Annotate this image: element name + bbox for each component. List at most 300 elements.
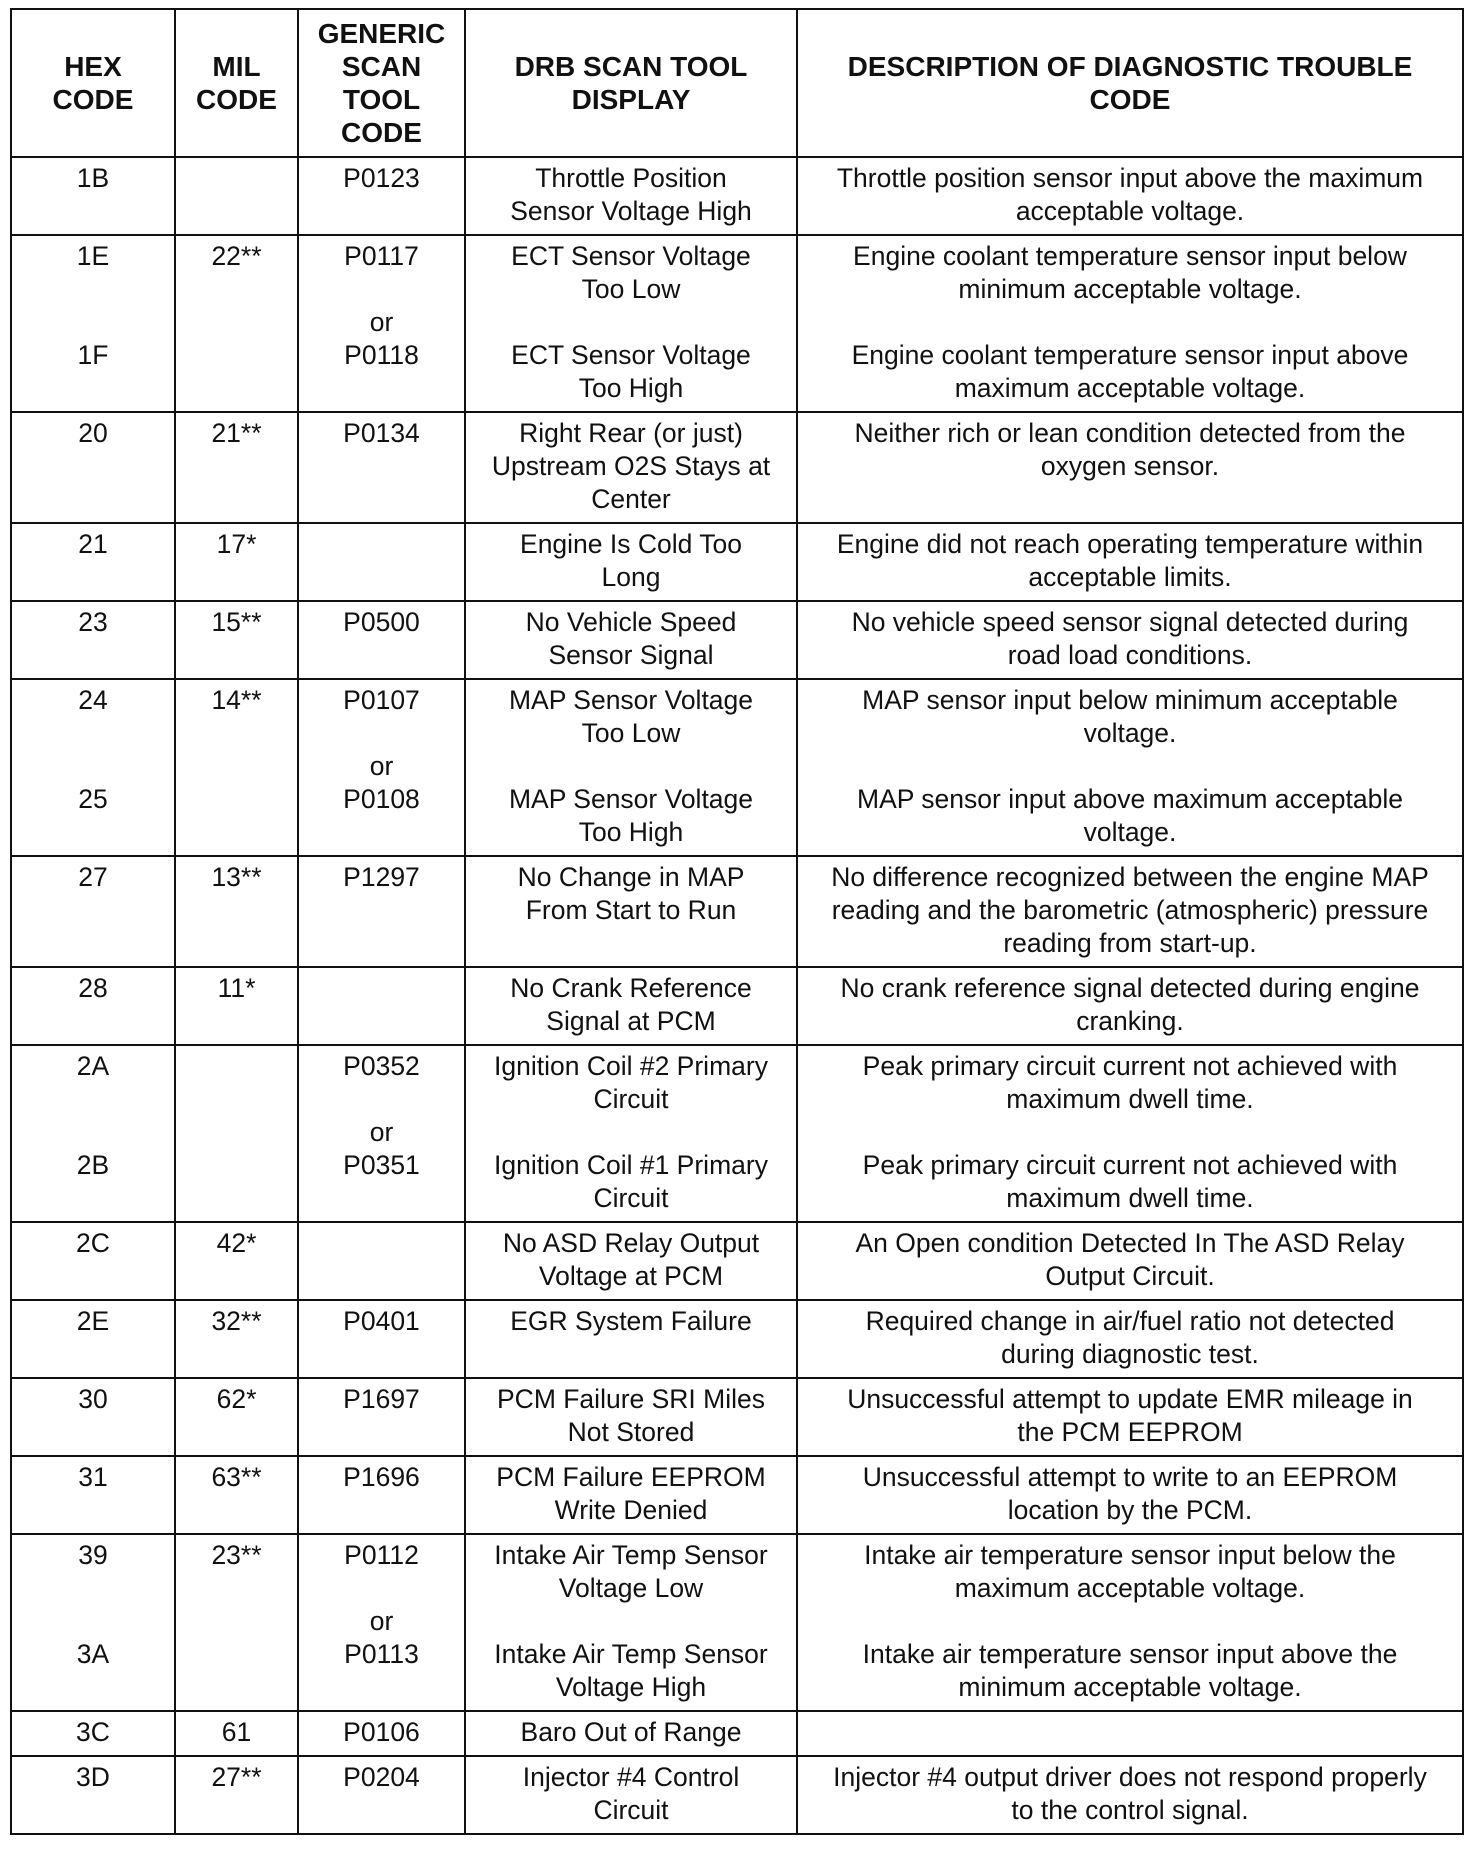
spacer <box>804 306 1456 339</box>
drb-display-cell <box>465 1222 797 1300</box>
spacer <box>305 972 458 1005</box>
drb-display-line: Circuit <box>593 1795 669 1825</box>
drb-cell-content <box>466 680 796 855</box>
hex-code-cell <box>11 235 175 412</box>
mil-cell-content <box>176 236 297 279</box>
mil-cell-content <box>176 1223 297 1266</box>
drb-display-line: No Crank Reference <box>510 973 752 1003</box>
drb-display-line: PCM Failure EEPROM <box>496 1462 766 1492</box>
spacer <box>305 528 458 561</box>
mil-cell-content <box>176 524 297 567</box>
mil-code-cell <box>175 1456 298 1534</box>
generic-code-cell <box>298 679 465 856</box>
or-label: or <box>369 1606 394 1636</box>
table-row <box>11 1045 1463 1222</box>
description-line: minimum acceptable voltage. <box>958 1672 1302 1702</box>
generic-scan-code: P0204 <box>343 1762 420 1792</box>
hex-cell-content <box>12 1301 174 1377</box>
drb-cell-content <box>466 413 796 522</box>
spacer <box>305 195 458 228</box>
dtc-table <box>10 8 1464 1835</box>
hex-cell-content <box>12 1712 174 1755</box>
table-row <box>11 856 1463 967</box>
description-cell <box>797 1045 1463 1222</box>
description-line: maximum dwell time. <box>1006 1183 1254 1213</box>
mil-cell-content <box>176 857 297 900</box>
spacer <box>305 561 458 594</box>
drb-cell-content <box>466 524 796 600</box>
mil-code-cell <box>175 967 298 1045</box>
hex-code: 23 <box>78 607 108 637</box>
description-line: No difference recognized between the engine MAP <box>831 862 1429 892</box>
generic-cell-content <box>299 413 464 522</box>
hex-cell-content <box>12 1379 174 1455</box>
spacer <box>472 750 790 783</box>
drb-display-cell <box>465 1756 797 1834</box>
drb-display-line: Voltage at PCM <box>538 1261 724 1291</box>
mil-cell-content <box>176 1046 297 1056</box>
mil-code: 15** <box>211 607 262 637</box>
generic-scan-code: P1697 <box>343 1384 420 1414</box>
description-line: acceptable voltage. <box>1015 196 1245 226</box>
description-cell <box>797 601 1463 679</box>
generic-scan-code: P1297 <box>343 862 420 892</box>
drb-display-line: Write Denied <box>554 1495 708 1525</box>
description-line: road load conditions. <box>1007 640 1253 670</box>
generic-code-cell <box>298 1456 465 1534</box>
or-label: or <box>369 1117 394 1147</box>
description-cell <box>797 523 1463 601</box>
mil-code-cell <box>175 856 298 967</box>
table-row <box>11 679 1463 856</box>
mil-code-cell <box>175 1756 298 1834</box>
spacer <box>472 1116 790 1149</box>
drb-cell-content <box>466 968 796 1044</box>
spacer <box>18 1182 168 1215</box>
table-row <box>11 1300 1463 1378</box>
or-label: or <box>369 307 394 337</box>
description-line: Unsuccessful attempt to write to an EEPROM <box>862 1462 1398 1492</box>
drb-display-line: Throttle Position <box>535 163 727 193</box>
mil-code-cell <box>175 523 298 601</box>
spacer <box>804 1116 1456 1149</box>
hex-code-cell <box>11 1534 175 1711</box>
mil-code-cell <box>175 157 298 235</box>
drb-display-line: Sensor Voltage High <box>510 196 752 226</box>
description-line: Required change in air/fuel ratio not detected <box>865 1306 1395 1336</box>
or-label: or <box>369 751 394 781</box>
drb-cell-content <box>466 602 796 678</box>
mil-code: 62* <box>216 1384 257 1414</box>
hex-cell-content <box>12 968 174 1044</box>
drb-display-line: Too Low <box>581 274 681 304</box>
hex-cell-content <box>12 602 174 678</box>
table-body <box>11 157 1463 1834</box>
spacer <box>18 1572 168 1605</box>
hex-cell-content <box>12 413 174 522</box>
drb-cell-content <box>466 1757 796 1833</box>
drb-display-line: Baro Out of Range <box>520 1717 742 1747</box>
generic-cell-content <box>299 1757 464 1833</box>
header-description: DESCRIPTION OF DIAGNOSTIC TROUBLE CODE <box>797 9 1463 157</box>
header-mil-code: MIL CODE <box>175 9 298 157</box>
generic-scan-code: P0351 <box>343 1150 420 1180</box>
generic-scan-code: P0112 <box>344 1540 419 1570</box>
hex-code: 2E <box>76 1306 110 1336</box>
spacer <box>305 639 458 672</box>
spacer <box>18 894 168 927</box>
description-line: maximum dwell time. <box>1006 1084 1254 1114</box>
drb-display-line: PCM Failure SRI Miles <box>497 1384 765 1414</box>
generic-scan-code: P0500 <box>343 607 420 637</box>
description-cell <box>797 1534 1463 1711</box>
desc-cell-content <box>798 1223 1462 1299</box>
spacer <box>305 450 458 483</box>
spacer <box>305 1260 458 1293</box>
spacer <box>18 306 168 339</box>
drb-cell-content <box>466 1535 796 1710</box>
hex-code-cell <box>11 1045 175 1222</box>
generic-code-cell <box>298 967 465 1045</box>
mil-code: 21** <box>211 418 262 448</box>
description-line: to the control signal. <box>1011 1795 1249 1825</box>
generic-code-cell <box>298 1711 465 1756</box>
mil-cell-content <box>176 1535 297 1578</box>
table-row <box>11 1456 1463 1534</box>
drb-display-cell <box>465 1534 797 1711</box>
generic-cell-content <box>299 158 464 234</box>
hex-code-cell <box>11 679 175 856</box>
hex-code-cell <box>11 1378 175 1456</box>
spacer <box>305 1416 458 1449</box>
spacer <box>18 450 168 483</box>
header-drb-scan-tool-display: DRB SCAN TOOL DISPLAY <box>465 9 797 157</box>
description-line: acceptable limits. <box>1028 562 1232 592</box>
hex-code: 2B <box>76 1150 110 1180</box>
drb-display-line: Not Stored <box>567 1417 695 1447</box>
spacer <box>472 306 790 339</box>
generic-cell-content <box>299 1379 464 1455</box>
drb-display-line: Voltage High <box>555 1672 707 1702</box>
drb-display-cell <box>465 157 797 235</box>
drb-display-line: Engine Is Cold Too <box>520 529 742 559</box>
generic-cell-content <box>299 680 464 855</box>
description-line: Output Circuit. <box>1045 1261 1215 1291</box>
generic-cell-content <box>299 968 464 1044</box>
hex-cell-content <box>12 1457 174 1533</box>
table-row <box>11 235 1463 412</box>
spacer <box>305 816 458 849</box>
description-cell <box>797 679 1463 856</box>
mil-code: 32** <box>211 1306 262 1336</box>
generic-cell-content <box>299 1457 464 1533</box>
hex-code: 27 <box>78 862 108 892</box>
spacer <box>18 1338 168 1371</box>
generic-code-cell <box>298 856 465 967</box>
generic-code-cell <box>298 1222 465 1300</box>
spacer <box>18 816 168 849</box>
drb-display-cell <box>465 1378 797 1456</box>
drb-display-line: Signal at PCM <box>546 1006 716 1036</box>
drb-display-cell <box>465 412 797 523</box>
mil-code: 27** <box>211 1762 262 1792</box>
drb-display-line: Ignition Coil #1 Primary <box>494 1150 768 1180</box>
generic-scan-code: P0117 <box>344 241 419 271</box>
drb-display-line: From Start to Run <box>525 895 737 925</box>
drb-display-line: Center <box>591 484 671 514</box>
spacer <box>305 372 458 405</box>
spacer <box>18 1794 168 1827</box>
mil-code: 17* <box>216 529 257 559</box>
header-row <box>11 9 1463 157</box>
description-cell <box>797 1456 1463 1534</box>
description-cell <box>797 1378 1463 1456</box>
spacer <box>305 1182 458 1215</box>
description-cell <box>797 1300 1463 1378</box>
description-line: Intake air temperature sensor input below the <box>864 1540 1396 1570</box>
drb-display-line: Too Low <box>581 718 681 748</box>
description-cell <box>797 235 1463 412</box>
hex-code: 2C <box>76 1228 110 1258</box>
hex-code: 30 <box>78 1384 108 1414</box>
spacer <box>472 1605 790 1638</box>
spacer <box>305 1083 458 1116</box>
description-line: Intake air temperature sensor input above the <box>862 1639 1398 1669</box>
mil-code-cell <box>175 679 298 856</box>
table-row <box>11 412 1463 523</box>
generic-code-cell <box>298 1534 465 1711</box>
drb-display-line: No Change in MAP <box>517 862 745 892</box>
drb-display-cell <box>465 523 797 601</box>
spacer <box>804 1605 1456 1638</box>
description-line: minimum acceptable voltage. <box>958 274 1302 304</box>
mil-cell-content <box>176 1757 297 1800</box>
generic-code-cell <box>298 1756 465 1834</box>
drb-display-cell <box>465 1045 797 1222</box>
spacer <box>472 1338 790 1371</box>
description-line: voltage. <box>1083 817 1177 847</box>
desc-cell-content <box>798 524 1462 600</box>
drb-display-line: Sensor Signal <box>548 640 714 670</box>
drb-display-cell <box>465 967 797 1045</box>
drb-display-cell <box>465 235 797 412</box>
drb-display-line: Voltage Low <box>558 1573 704 1603</box>
drb-cell-content <box>466 158 796 234</box>
hex-code: 21 <box>78 529 108 559</box>
spacer <box>804 750 1456 783</box>
hex-code: 1F <box>77 340 109 370</box>
drb-cell-content <box>466 1046 796 1221</box>
mil-code: 42* <box>216 1228 257 1258</box>
mil-code-cell <box>175 1300 298 1378</box>
description-line: during diagnostic test. <box>1001 1339 1259 1369</box>
spacer <box>18 1416 168 1449</box>
drb-cell-content <box>466 1223 796 1299</box>
mil-cell-content <box>176 602 297 645</box>
hex-code-cell <box>11 412 175 523</box>
desc-cell-content <box>798 1757 1462 1833</box>
mil-code: 11* <box>217 973 256 1003</box>
description-line: No crank reference signal detected during engine <box>840 973 1420 1003</box>
description-line: maximum acceptable voltage. <box>954 1573 1306 1603</box>
generic-scan-code: P0107 <box>343 685 420 715</box>
desc-cell-content <box>798 158 1462 234</box>
desc-cell-content <box>798 1379 1462 1455</box>
mil-cell-content <box>176 680 297 723</box>
drb-cell-content <box>466 1379 796 1455</box>
header-generic-scan-tool-code: GENERIC SCAN TOOL CODE <box>298 9 465 157</box>
desc-cell-content <box>798 968 1462 1044</box>
hex-code: 1E <box>76 241 110 271</box>
hex-code-cell <box>11 1756 175 1834</box>
desc-cell-content <box>798 1457 1462 1533</box>
spacer <box>305 894 458 927</box>
spacer <box>18 273 168 306</box>
generic-cell-content <box>299 524 464 600</box>
mil-code: 23** <box>211 1540 262 1570</box>
hex-code: 28 <box>78 973 108 1003</box>
generic-code-cell <box>298 1300 465 1378</box>
drb-display-line: Too High <box>578 373 684 403</box>
generic-scan-code: P0401 <box>343 1306 420 1336</box>
desc-cell-content <box>798 1712 1462 1755</box>
table-row <box>11 1711 1463 1756</box>
drb-display-line: Upstream O2S Stays at <box>491 451 771 481</box>
spacer <box>305 717 458 750</box>
generic-scan-code: P0352 <box>343 1051 420 1081</box>
spacer <box>18 639 168 672</box>
spacer <box>305 1671 458 1704</box>
spacer <box>18 483 168 516</box>
spacer <box>18 927 168 960</box>
mil-cell-content <box>176 1379 297 1422</box>
generic-cell-content <box>299 1223 464 1299</box>
table-row <box>11 523 1463 601</box>
mil-code-cell <box>175 1534 298 1711</box>
drb-cell-content <box>466 1712 796 1755</box>
generic-code-cell <box>298 1378 465 1456</box>
drb-display-line: Circuit <box>593 1084 669 1114</box>
description-line: Throttle position sensor input above the maximum <box>836 163 1424 193</box>
hex-code-cell <box>11 1300 175 1378</box>
description-line: No vehicle speed sensor signal detected during <box>851 607 1409 637</box>
spacer <box>305 1227 458 1260</box>
drb-display-line: Injector #4 Control <box>522 1762 740 1792</box>
drb-cell-content <box>466 1301 796 1377</box>
hex-code-cell <box>11 157 175 235</box>
hex-code-cell <box>11 1711 175 1756</box>
mil-code-cell <box>175 1222 298 1300</box>
spacer <box>472 927 790 960</box>
spacer <box>18 561 168 594</box>
table-row <box>11 1756 1463 1834</box>
hex-cell-content <box>12 1223 174 1299</box>
desc-cell-content <box>798 602 1462 678</box>
hex-cell-content <box>12 1757 174 1833</box>
generic-scan-code: P1696 <box>343 1462 420 1492</box>
spacer <box>18 1671 168 1704</box>
spacer <box>18 1494 168 1527</box>
description-cell <box>797 157 1463 235</box>
hex-code: 3A <box>76 1639 110 1669</box>
desc-cell-content <box>798 680 1462 855</box>
hex-code-cell <box>11 856 175 967</box>
drb-display-cell <box>465 601 797 679</box>
drb-display-line: MAP Sensor Voltage <box>508 784 754 814</box>
spacer <box>305 1005 458 1038</box>
drb-display-cell <box>465 679 797 856</box>
mil-code-cell <box>175 412 298 523</box>
mil-code-cell <box>175 1045 298 1222</box>
spacer <box>18 717 168 750</box>
hex-code: 24 <box>78 685 108 715</box>
mil-code-cell <box>175 1378 298 1456</box>
drb-display-line: ECT Sensor Voltage <box>511 241 751 271</box>
description-line: Engine did not reach operating temperature within <box>836 529 1424 559</box>
description-line: reading from start-up. <box>1003 928 1257 958</box>
generic-code-cell <box>298 523 465 601</box>
mil-code-cell <box>175 235 298 412</box>
mil-cell-content <box>176 1457 297 1500</box>
hex-code: 1B <box>76 163 110 193</box>
generic-scan-code: P0108 <box>343 784 420 814</box>
generic-cell-content <box>299 1712 464 1755</box>
hex-code-cell <box>11 1456 175 1534</box>
description-line: cranking. <box>1076 1006 1184 1036</box>
hex-code: 20 <box>78 418 108 448</box>
desc-cell-content <box>798 857 1462 966</box>
spacer <box>18 1005 168 1038</box>
spacer <box>305 483 458 516</box>
hex-cell-content <box>12 524 174 600</box>
description-line: reading and the barometric (atmospheric) pressure <box>831 895 1429 925</box>
hex-cell-content <box>12 236 174 411</box>
description-line: location by the PCM. <box>1007 1495 1253 1525</box>
generic-code-cell <box>298 1045 465 1222</box>
drb-display-line: Too High <box>578 817 684 847</box>
mil-cell-content <box>176 1301 297 1344</box>
generic-code-cell <box>298 157 465 235</box>
generic-scan-code: P0118 <box>344 340 419 370</box>
mil-code: 14** <box>211 685 262 715</box>
drb-display-cell <box>465 1300 797 1378</box>
table-header <box>11 9 1463 157</box>
generic-code-cell <box>298 601 465 679</box>
spacer <box>305 927 458 960</box>
description-cell <box>797 1222 1463 1300</box>
desc-cell-content <box>798 1046 1462 1221</box>
drb-display-line: Long <box>601 562 661 592</box>
generic-scan-code: P0106 <box>343 1717 420 1747</box>
mil-code: 61 <box>221 1717 252 1747</box>
table-row <box>11 601 1463 679</box>
drb-display-cell <box>465 1711 797 1756</box>
description-line: Peak primary circuit current not achieved with <box>862 1150 1398 1180</box>
drb-cell-content <box>466 236 796 411</box>
spacer <box>18 1116 168 1149</box>
description-cell <box>797 412 1463 523</box>
spacer <box>18 750 168 783</box>
drb-display-line: No ASD Relay Output <box>502 1228 760 1258</box>
description-line: An Open condition Detected In The ASD Relay <box>855 1228 1405 1258</box>
spacer <box>18 195 168 228</box>
spacer <box>305 273 458 306</box>
mil-code: 22** <box>211 241 262 271</box>
desc-cell-content <box>798 236 1462 411</box>
spacer <box>305 1794 458 1827</box>
description-line: MAP sensor input below minimum acceptable <box>862 685 1398 715</box>
generic-cell-content <box>299 236 464 411</box>
